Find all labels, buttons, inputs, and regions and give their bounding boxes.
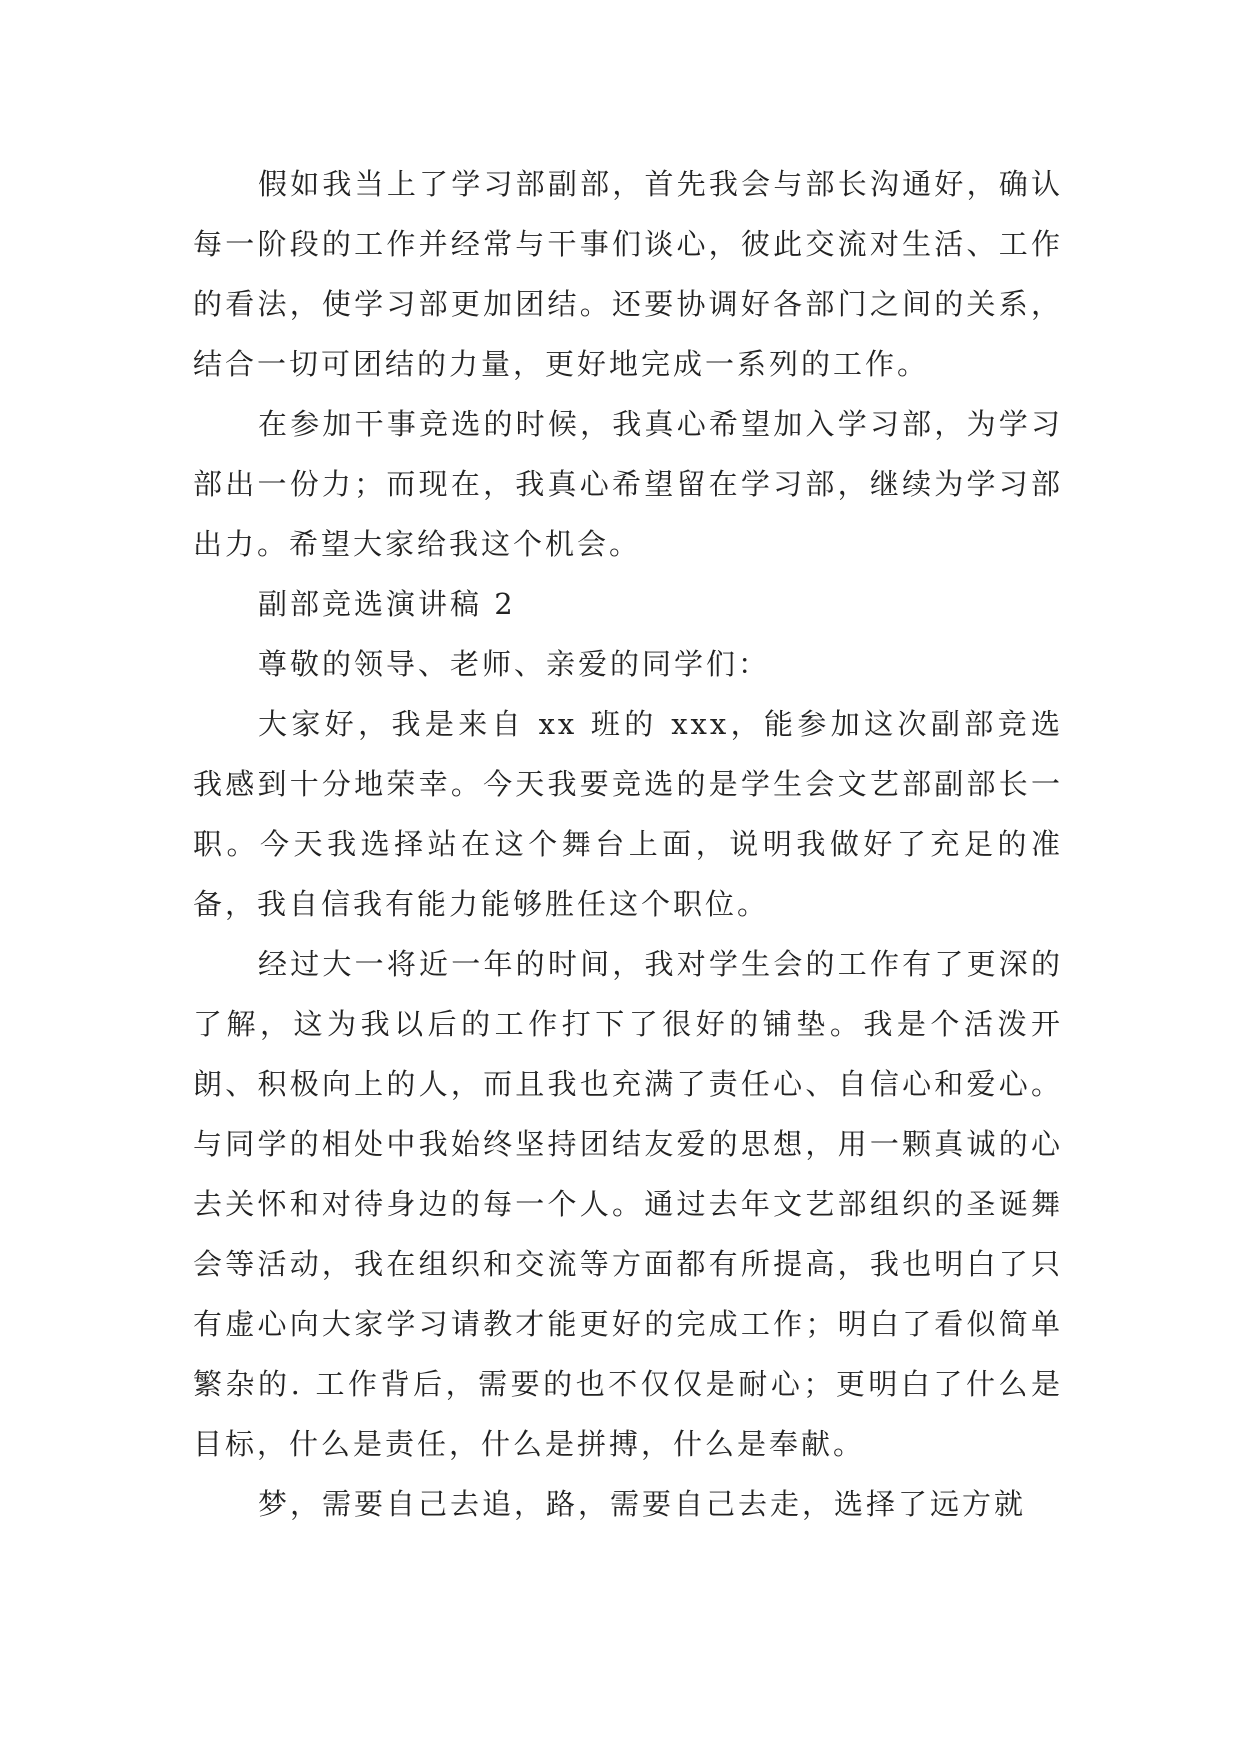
salutation: 尊敬的领导、老师、亲爱的同学们： — [258, 647, 771, 681]
paragraph-hope-to-stay: 在参加干事竞选的时候，我真心希望加入学习部，为学习部出一份力；而现在，我真心希望留在学习部，继续为学习部出力。希望大家给我这个机会。 — [193, 407, 1063, 561]
speech-title: 副部竞选演讲稿 2 — [258, 587, 516, 621]
paragraph-dream: 梦，需要自己去追，路，需要自己去走，选择了远方就 — [258, 1487, 1027, 1521]
paragraph-experience: 经过大一将近一年的时间，我对学生会的工作有了更深的了解，这为我以后的工作打下了很好的铺垫。我是个活泼开朗、积极向上的人，而且我也充满了责任心、自信心和爱心。与同学的相处中我始终坚持团结友爱的思想，用一颗真诚的心去关怀和对待身边的每一个人。通过去年文艺部组织的圣诞舞会等活动，我在组织和交流等方面都有所提高，我也明白了只有虚心向大家学习请教才能更好的完成工作；明白了看似简单繁杂的. 工作背后，需要的也不仅仅是耐心；更明白了什么是目标，什么是责任，什么是拼搏，什么是奉献。 — [193, 947, 1063, 1461]
paragraph-introduction: 大家好，我是来自 xx 班的 xxx，能参加这次副部竞选我感到十分地荣幸。今天我要竞选的是学生会文艺部副部长一职。今天我选择站在这个舞台上面，说明我做好了充足的准备，我自信我有能力能够胜任这个职位。 — [193, 707, 1063, 921]
document-body — [193, 154, 1063, 1534]
paragraph-candidacy-plan: 假如我当上了学习部副部，首先我会与部长沟通好，确认每一阶段的工作并经常与干事们谈心，彼此交流对生活、工作的看法，使学习部更加团结。还要协调好各部门之间的关系，结合一切可团结的力量，更好地完成一系列的工作。 — [193, 167, 1063, 381]
